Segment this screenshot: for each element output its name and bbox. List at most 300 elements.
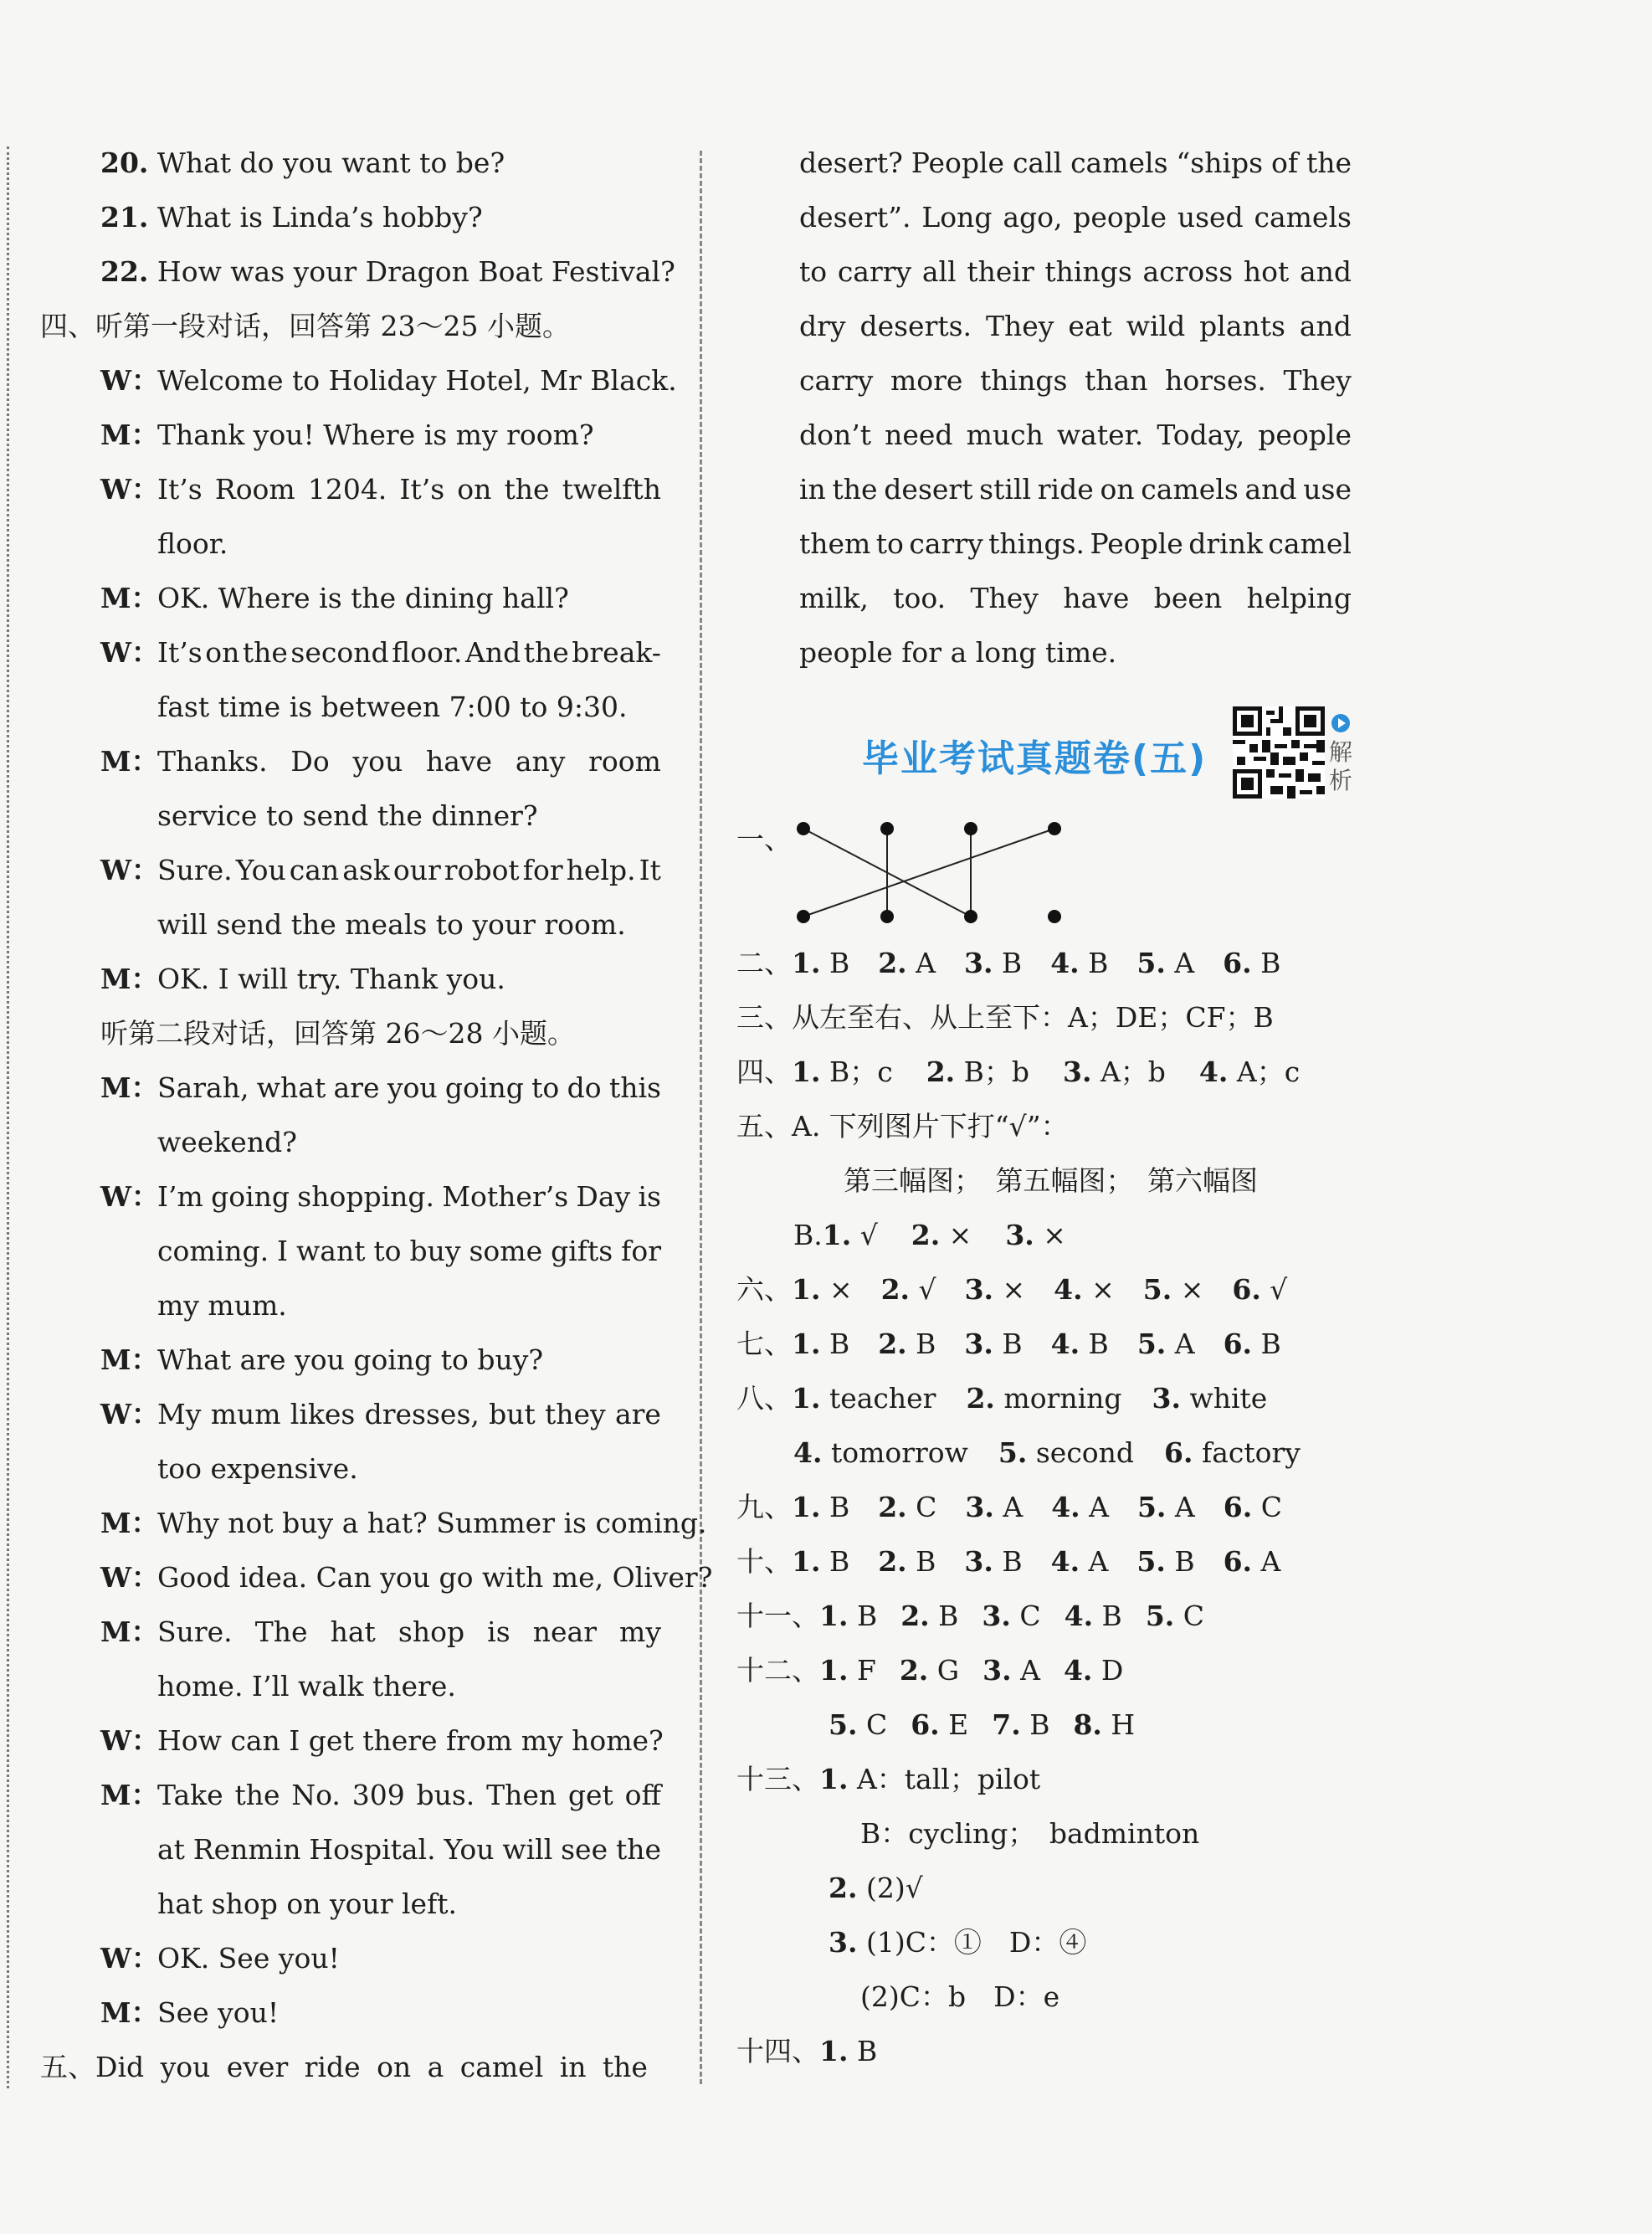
word: ask bbox=[342, 854, 390, 886]
answer-item bbox=[911, 1697, 968, 1752]
answer-number: 3. bbox=[964, 1273, 994, 1306]
word: camel bbox=[1268, 527, 1352, 560]
word: call bbox=[1012, 146, 1063, 179]
word: things. bbox=[988, 527, 1085, 560]
speaker-label: M： bbox=[100, 745, 159, 778]
word: in bbox=[799, 473, 826, 506]
word: see bbox=[561, 1833, 608, 1866]
word: robot bbox=[444, 854, 520, 886]
word: but bbox=[489, 1398, 536, 1430]
answer-section-5a-pictures: 第三幅图； 第五幅图； 第六幅图 bbox=[844, 1164, 1258, 1197]
answer-value: A bbox=[993, 1491, 1024, 1523]
dialog-text: What are you going to buy? bbox=[157, 1343, 544, 1376]
word: used bbox=[1177, 201, 1244, 234]
speaker-label: W： bbox=[100, 1398, 160, 1430]
word: room bbox=[588, 745, 661, 778]
answer-value: A bbox=[1166, 1328, 1195, 1360]
word: to bbox=[373, 1235, 402, 1267]
word: near bbox=[532, 1615, 597, 1648]
word: our bbox=[392, 854, 441, 886]
answer-value: A：tall；pilot bbox=[848, 1763, 1041, 1795]
speaker-label: M： bbox=[100, 963, 159, 995]
speaker-label: M： bbox=[100, 1779, 159, 1811]
answer-section-10 bbox=[736, 1534, 1309, 1589]
answer-value: (2)√ bbox=[857, 1872, 923, 1904]
answer-item bbox=[1146, 1589, 1204, 1643]
answer-value: √ bbox=[851, 1219, 878, 1251]
answer-item bbox=[965, 1262, 1026, 1317]
word: Take bbox=[157, 1779, 223, 1811]
qr-code-icon[interactable] bbox=[1233, 706, 1325, 799]
dialog-text bbox=[157, 1387, 661, 1441]
passage-line bbox=[799, 571, 1352, 625]
answer-number: 4. bbox=[1050, 1328, 1080, 1360]
dialog-text bbox=[157, 462, 661, 516]
speaker-label: M： bbox=[100, 1615, 159, 1648]
word: gifts bbox=[551, 1235, 613, 1267]
word: mum bbox=[210, 1398, 281, 1430]
word: to bbox=[799, 255, 828, 288]
answer-number: 3. bbox=[1005, 1219, 1034, 1251]
dialog-line bbox=[100, 1169, 661, 1224]
passage-line bbox=[799, 244, 1352, 299]
question-text: What is Linda’s hobby? bbox=[156, 201, 483, 234]
word: Room bbox=[214, 473, 295, 506]
dialog-line bbox=[100, 1931, 661, 1985]
answer-section-2 bbox=[736, 936, 1309, 990]
word: eat bbox=[1068, 310, 1112, 342]
answer-value: second bbox=[1027, 1436, 1135, 1469]
answer-item bbox=[1137, 1480, 1195, 1534]
word: carry bbox=[837, 255, 912, 288]
word: are bbox=[333, 1071, 380, 1104]
qr-label: 解析 bbox=[1329, 738, 1353, 794]
answer-number: 2. bbox=[829, 1872, 858, 1904]
question-number: 21. bbox=[100, 201, 149, 234]
answer-item bbox=[881, 1262, 936, 1317]
passage-line bbox=[799, 353, 1352, 408]
dialog-line bbox=[100, 680, 661, 734]
dialog-text: OK. I will try. Thank you. bbox=[157, 963, 505, 995]
dialog-line bbox=[100, 897, 661, 952]
play-icon[interactable] bbox=[1331, 713, 1351, 733]
word: people bbox=[1073, 201, 1167, 234]
passage-line bbox=[799, 190, 1352, 244]
answer-item bbox=[1136, 936, 1194, 990]
dialog-line bbox=[100, 516, 661, 571]
word: likes bbox=[290, 1398, 356, 1430]
word: You bbox=[235, 854, 286, 886]
dialog-text: service to send the dinner? bbox=[157, 799, 538, 832]
answer-item bbox=[992, 1697, 1049, 1752]
word: camel bbox=[459, 2051, 544, 2083]
answer-value: A；b bbox=[1091, 1055, 1166, 1088]
word: on bbox=[457, 473, 492, 506]
word: all bbox=[921, 255, 957, 288]
answer-item bbox=[1224, 1534, 1281, 1589]
answer-number: 4. bbox=[1198, 1055, 1229, 1088]
answer-number: 5. bbox=[998, 1436, 1028, 1469]
word: Sarah, bbox=[157, 1071, 249, 1104]
answer-value: C bbox=[1252, 1491, 1282, 1523]
answer-item bbox=[792, 1371, 936, 1425]
answer-section-label: B. bbox=[793, 1219, 823, 1251]
word: shopping. bbox=[297, 1180, 434, 1213]
word: drink bbox=[1188, 527, 1263, 560]
word: milk, bbox=[799, 582, 869, 614]
word: people bbox=[1258, 419, 1352, 451]
speaker-label: M： bbox=[100, 1507, 159, 1539]
word: ago, bbox=[1003, 201, 1063, 234]
word: 309 bbox=[351, 1779, 405, 1811]
speaker-label: M： bbox=[100, 1071, 159, 1104]
answer-item bbox=[792, 936, 849, 990]
word: desert”. bbox=[799, 201, 911, 234]
word: ever bbox=[226, 2051, 289, 2083]
answer-number: 5. bbox=[1136, 947, 1166, 979]
word: dresses, bbox=[364, 1398, 480, 1430]
answer-value: A bbox=[1080, 1491, 1109, 1523]
answer-item bbox=[1223, 936, 1280, 990]
match-dot-top-3 bbox=[964, 822, 977, 835]
word: My bbox=[157, 1398, 202, 1430]
match-dot-bottom-3 bbox=[964, 910, 977, 923]
word: carry bbox=[909, 527, 983, 560]
word: Long bbox=[921, 201, 993, 234]
dialog-text: home. I’ll walk there. bbox=[157, 1670, 456, 1702]
word: for bbox=[522, 854, 563, 886]
dialog-line bbox=[100, 1713, 664, 1768]
word: off bbox=[624, 1779, 661, 1811]
answer-value: tomorrow bbox=[822, 1436, 968, 1469]
answer-number: 4. bbox=[793, 1436, 823, 1469]
dialog-line bbox=[100, 1333, 661, 1387]
word: It bbox=[639, 854, 661, 886]
answer-section-5b bbox=[793, 1208, 1100, 1262]
dialog-text bbox=[157, 1169, 661, 1224]
word: this bbox=[608, 1071, 661, 1104]
word: Sure. bbox=[157, 1615, 233, 1648]
answer-number: 2. bbox=[878, 1545, 907, 1578]
word: the bbox=[602, 2051, 648, 2083]
matching-lines-diagram bbox=[782, 812, 1067, 929]
match-dot-bottom-1 bbox=[797, 910, 810, 923]
dialog-text: OK. Where is the dining hall? bbox=[157, 582, 569, 614]
word: the bbox=[1306, 146, 1352, 179]
answer-item bbox=[900, 1589, 958, 1643]
dialog-text: OK. See you! bbox=[157, 1942, 340, 1975]
word: hot bbox=[1243, 255, 1290, 288]
answer-item bbox=[1136, 1534, 1194, 1589]
dialog-text bbox=[157, 1822, 661, 1877]
word: the bbox=[504, 473, 550, 506]
answer-section-3: 三、从左至右、从上至下：A；DE；CF；B bbox=[736, 1001, 1274, 1034]
word: Sure. bbox=[157, 854, 233, 886]
word: Hospital. bbox=[309, 1833, 436, 1866]
dialog-text: How can I get there from my home? bbox=[157, 1724, 664, 1757]
answer-item bbox=[792, 1317, 849, 1371]
answer-value: B bbox=[820, 1328, 850, 1360]
answer-item bbox=[900, 1643, 959, 1697]
question-text: How was your Dragon Boat Festival? bbox=[156, 255, 675, 288]
answer-number: 1. bbox=[792, 1055, 821, 1088]
answer-section-13-3b: (2)C：b D：e bbox=[860, 1980, 1060, 2013]
dialog-text bbox=[157, 1605, 661, 1659]
answer-item bbox=[819, 1643, 876, 1697]
answer-number: 3. bbox=[963, 947, 993, 979]
answer-number: 4. bbox=[1063, 1654, 1093, 1687]
word: to bbox=[531, 1071, 560, 1104]
answer-section-label: 八、 bbox=[736, 1382, 792, 1415]
word: coming. bbox=[157, 1235, 269, 1267]
dialog-line bbox=[100, 734, 661, 788]
word: the bbox=[523, 636, 569, 669]
answer-item bbox=[964, 936, 1022, 990]
answer-item bbox=[964, 1534, 1022, 1589]
speaker-label: W： bbox=[100, 636, 160, 669]
word: the bbox=[234, 1779, 280, 1811]
dialog-text: fast time is between 7:00 to 9:30. bbox=[157, 691, 628, 723]
answer-value: E bbox=[939, 1708, 969, 1741]
answer-value: √ bbox=[1260, 1273, 1288, 1306]
dialog-line bbox=[100, 1877, 661, 1931]
speaker-label: W： bbox=[100, 1561, 160, 1594]
answer-item bbox=[1063, 1045, 1166, 1099]
word: It’s bbox=[157, 473, 203, 506]
answer-value: C bbox=[1174, 1600, 1205, 1632]
passage-line bbox=[799, 516, 1352, 571]
answer-value: × bbox=[1082, 1273, 1115, 1306]
dialog-text bbox=[157, 734, 661, 788]
answer-item bbox=[792, 1045, 893, 1099]
answer-value: morning bbox=[994, 1382, 1122, 1415]
answer-value: B bbox=[1165, 1545, 1195, 1578]
answer-section-13-3a bbox=[829, 1915, 1086, 1970]
dialog-line bbox=[100, 1550, 713, 1605]
answer-item bbox=[1065, 1589, 1122, 1643]
answer-item bbox=[1164, 1425, 1301, 1480]
answer-number: 3. bbox=[1063, 1055, 1092, 1088]
word: camels bbox=[1254, 201, 1352, 234]
word: on bbox=[205, 636, 240, 669]
answer-number: 3. bbox=[965, 1491, 994, 1523]
answer-section-label: 二、 bbox=[736, 947, 792, 979]
answer-item bbox=[792, 1534, 849, 1589]
answer-value: × bbox=[1172, 1273, 1204, 1306]
answer-value: B bbox=[1020, 1708, 1050, 1741]
answer-number: 1. bbox=[792, 1382, 821, 1415]
word: deserts. bbox=[859, 310, 972, 342]
word: are bbox=[614, 1398, 661, 1430]
answer-section-12 bbox=[736, 1643, 1147, 1697]
dialog-line bbox=[100, 1115, 661, 1169]
answer-section-label: 十、 bbox=[736, 1545, 792, 1578]
answer-number: 6. bbox=[1223, 1328, 1253, 1360]
word: Day bbox=[576, 1180, 631, 1213]
answer-value: B bbox=[993, 1545, 1023, 1578]
answer-number: 4. bbox=[1050, 1545, 1080, 1578]
question-22 bbox=[100, 244, 675, 299]
section-4b-header: 听第二段对话，回答第 26～28 小题。 bbox=[100, 1017, 575, 1050]
answer-number: 3. bbox=[1152, 1382, 1181, 1415]
dialog-text: hat shop on your left. bbox=[157, 1887, 458, 1920]
answer-number: 3. bbox=[964, 1545, 993, 1578]
word: than bbox=[1085, 364, 1148, 397]
word: will bbox=[502, 1833, 553, 1866]
word: what bbox=[256, 1071, 326, 1104]
answer-value: C bbox=[857, 1708, 888, 1741]
word: They bbox=[985, 310, 1054, 342]
answer-section-14 bbox=[736, 2024, 877, 2078]
margin-dotted-line bbox=[7, 146, 9, 2088]
word: hat bbox=[330, 1615, 376, 1648]
answer-section-5a: 五、A. 下列图片下打“√”： bbox=[736, 1110, 1069, 1143]
dialog-line bbox=[100, 952, 661, 1006]
passage-line bbox=[799, 136, 1352, 190]
answer-number: 1. bbox=[792, 1328, 821, 1360]
word: buy bbox=[409, 1235, 461, 1267]
answer-number: 3. bbox=[964, 1328, 993, 1360]
word: The bbox=[254, 1615, 308, 1648]
word: at bbox=[157, 1833, 185, 1866]
dialog-line bbox=[100, 788, 661, 843]
answer-number: 8. bbox=[1073, 1708, 1102, 1741]
word: desert? bbox=[799, 146, 903, 179]
speaker-label: W： bbox=[100, 1942, 160, 1975]
word: of bbox=[1270, 146, 1299, 179]
answer-section-13-1b: B：cycling； badminton bbox=[860, 1817, 1200, 1850]
word: camels bbox=[1141, 473, 1239, 506]
answer-section-1: 一、 bbox=[736, 823, 792, 855]
answer-item bbox=[829, 1697, 887, 1752]
word: You bbox=[444, 1833, 495, 1866]
word: Did bbox=[95, 2051, 145, 2083]
word: a bbox=[427, 2051, 444, 2083]
word: want bbox=[296, 1235, 366, 1267]
answer-value: B bbox=[848, 1600, 878, 1632]
answer-item bbox=[793, 1425, 968, 1480]
answer-number: 4. bbox=[1051, 1491, 1080, 1523]
word: on bbox=[377, 2051, 412, 2083]
answer-number: 1. bbox=[819, 2035, 849, 2067]
word: Renmin bbox=[192, 1833, 301, 1866]
answer-value: B bbox=[993, 947, 1023, 979]
answer-number: 1. bbox=[792, 1545, 821, 1578]
dialog-line bbox=[100, 1224, 661, 1278]
word: ride bbox=[1037, 473, 1094, 506]
word: have bbox=[1063, 582, 1130, 614]
answer-value: × bbox=[940, 1219, 972, 1251]
answer-value: B bbox=[820, 1491, 850, 1523]
word: across bbox=[1142, 255, 1234, 288]
answer-number: 2. bbox=[878, 947, 907, 979]
dialog-text: will send the meals to your room. bbox=[157, 908, 626, 941]
answer-number: 5. bbox=[1136, 1545, 1166, 1578]
answer-value: B bbox=[1079, 947, 1109, 979]
section-5-start bbox=[40, 2040, 659, 2094]
word: Then bbox=[486, 1779, 557, 1811]
answer-section-13-1a bbox=[736, 1752, 1040, 1806]
word: Today, bbox=[1157, 419, 1245, 451]
answer-item bbox=[878, 936, 936, 990]
answer-number: 2. bbox=[926, 1055, 956, 1088]
answer-item bbox=[1152, 1371, 1268, 1425]
dialog-line bbox=[100, 1061, 661, 1115]
answer-number: 1. bbox=[792, 1273, 821, 1306]
answer-item bbox=[1232, 1262, 1287, 1317]
word: get bbox=[567, 1779, 613, 1811]
dialog-line bbox=[100, 1496, 707, 1550]
answer-number: 1. bbox=[819, 1763, 849, 1795]
dialog-line bbox=[100, 1278, 661, 1333]
question-20 bbox=[100, 136, 505, 190]
word: Thanks. bbox=[157, 745, 268, 778]
answer-number: 2. bbox=[878, 1328, 907, 1360]
answer-section-label: 十二、 bbox=[736, 1654, 819, 1687]
word: shop bbox=[398, 1615, 465, 1648]
answer-item bbox=[1005, 1208, 1066, 1262]
answer-number: 5. bbox=[1145, 1600, 1175, 1632]
answer-value: G bbox=[928, 1654, 960, 1687]
word: help. bbox=[566, 854, 636, 886]
answer-number: 6. bbox=[911, 1708, 940, 1741]
answer-section-13-2 bbox=[829, 1861, 923, 1915]
answer-number: 6. bbox=[1223, 1545, 1253, 1578]
answer-value: C bbox=[1010, 1600, 1041, 1632]
answer-value: × bbox=[1034, 1219, 1066, 1251]
answer-item bbox=[926, 1045, 1029, 1099]
word: have bbox=[425, 745, 493, 778]
answer-section-label: 七、 bbox=[736, 1328, 792, 1360]
word: don’t bbox=[799, 419, 871, 451]
word: you bbox=[352, 745, 403, 778]
match-line bbox=[803, 829, 1054, 917]
dialog-text: Thank you! Where is my room? bbox=[157, 419, 594, 451]
answer-number: 6. bbox=[1223, 947, 1252, 979]
answer-section-label: 九、 bbox=[736, 1491, 792, 1523]
answer-number: 1. bbox=[792, 1491, 821, 1523]
answer-value: B bbox=[906, 1328, 936, 1360]
speaker-label: M： bbox=[100, 582, 159, 614]
answer-number: 5. bbox=[1136, 1328, 1167, 1360]
answer-number: 6. bbox=[1223, 1491, 1253, 1523]
answer-number: 4. bbox=[1050, 947, 1080, 979]
dialog-text: Good idea. Can you go with me, Oliver? bbox=[157, 1561, 713, 1594]
answer-number: 5. bbox=[1136, 1491, 1167, 1523]
answer-section-label: 四、 bbox=[736, 1055, 792, 1088]
answer-item bbox=[1199, 1045, 1300, 1099]
answer-section-7 bbox=[736, 1317, 1310, 1371]
question-number: 20. bbox=[100, 146, 149, 179]
word: wild bbox=[1126, 310, 1186, 342]
answer-value: teacher bbox=[820, 1382, 936, 1415]
word: plants bbox=[1199, 310, 1285, 342]
column-divider bbox=[700, 151, 702, 2084]
answer-value: B bbox=[929, 1600, 959, 1632]
answer-item bbox=[982, 1643, 1040, 1697]
exam-title: 毕业考试真题卷(五) bbox=[862, 737, 1208, 780]
dialog-line bbox=[100, 462, 661, 516]
dialog-line bbox=[100, 1822, 661, 1877]
answer-item bbox=[878, 1480, 936, 1534]
answer-section-8 bbox=[736, 1371, 1297, 1425]
word: still bbox=[979, 473, 1032, 506]
word: things bbox=[1044, 255, 1132, 288]
question-21 bbox=[100, 190, 483, 244]
word: use bbox=[1303, 473, 1352, 506]
word: 1204. bbox=[307, 473, 387, 506]
answer-item bbox=[966, 1371, 1121, 1425]
